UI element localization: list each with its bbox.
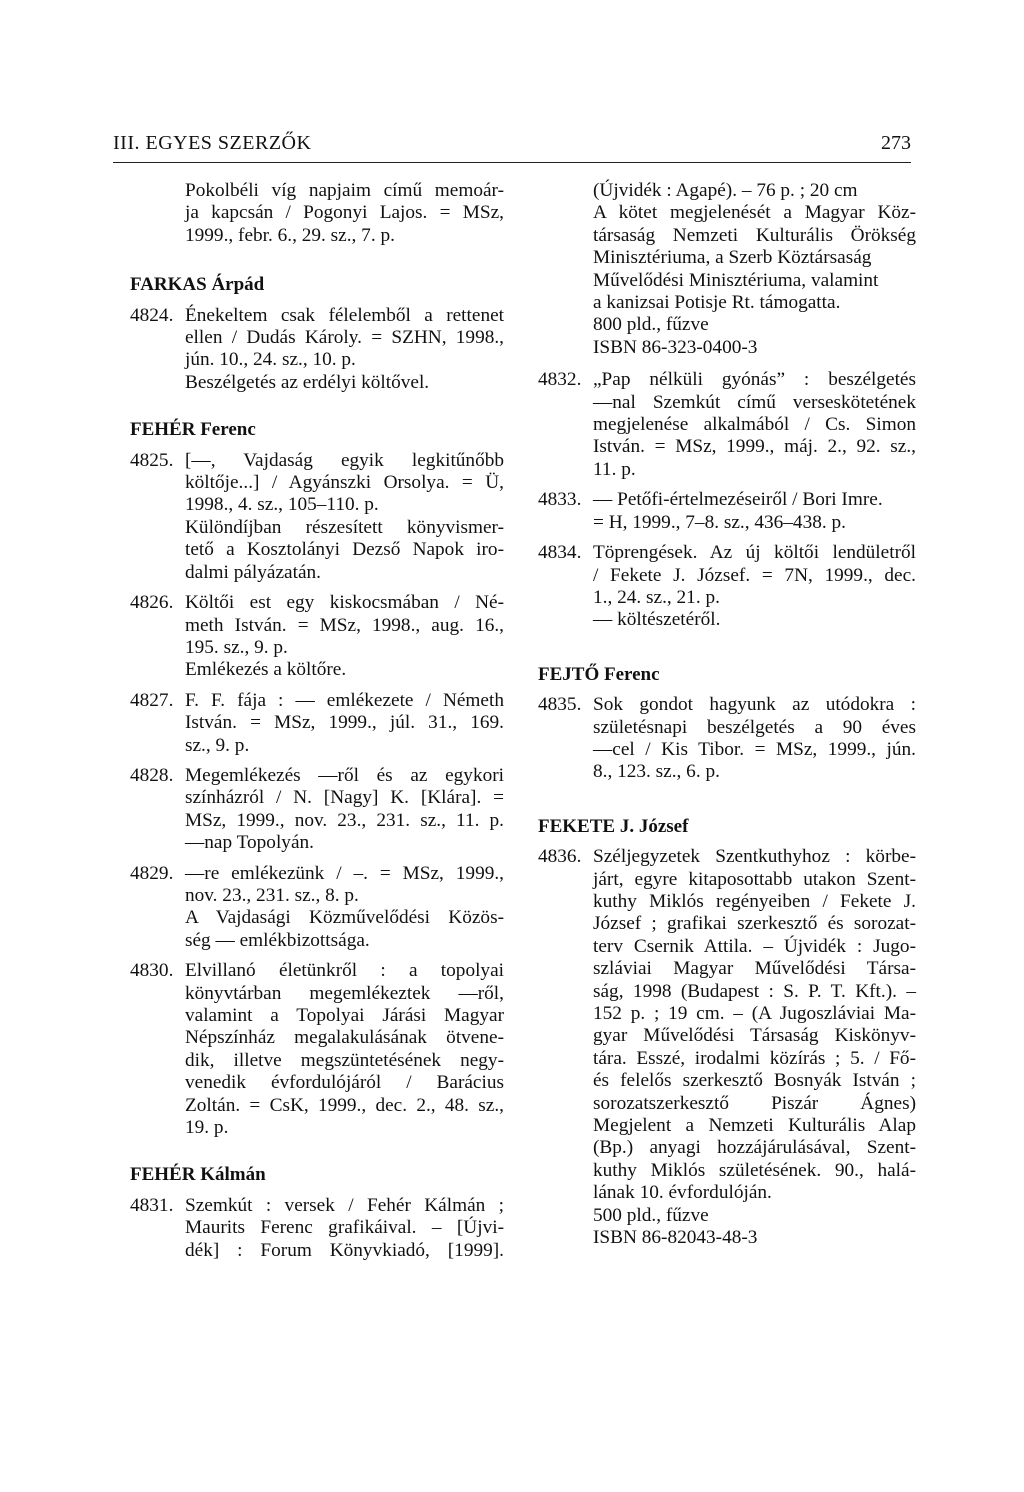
text-line: tető a Kosztolányi Dezső Napok iro- bbox=[185, 539, 504, 561]
entry-4831 bbox=[130, 1195, 504, 1262]
entry-4827 bbox=[130, 690, 504, 757]
entry-number: 4824. bbox=[130, 304, 174, 326]
text-line: lának 10. évfordulóján. bbox=[593, 1182, 772, 1204]
continued-entry-text bbox=[130, 180, 504, 247]
text-line: ság, 1998 (Budapest : S. P. T. Kft.). – bbox=[593, 980, 916, 1002]
author-heading: FEJTŐ Ferenc bbox=[538, 663, 660, 685]
text-line: születésnapi beszélgetés a 90 éves bbox=[593, 716, 916, 738]
author-heading: FEHÉR Ferenc bbox=[130, 419, 256, 441]
text-line: tára. Esszé, irodalmi közírás ; 5. / Fő- bbox=[593, 1047, 916, 1069]
entry-number: 4831. bbox=[130, 1194, 174, 1216]
text-line: terv Csernik Attila. – Újvidék : Jugo- bbox=[593, 935, 916, 957]
text-line: Szemkút : versek / Fehér Kálmán ; bbox=[185, 1194, 504, 1216]
text-line: Elvillanó életünkről : a topolyai bbox=[185, 960, 504, 982]
entry-number: 4826. bbox=[130, 592, 174, 614]
entry-text bbox=[185, 690, 504, 757]
text-line: —re emlékezünk / –. = MSz, 1999., bbox=[185, 862, 504, 884]
text-line: szláviai Magyar Művelődési Társa- bbox=[593, 958, 916, 980]
entry-number: 4830. bbox=[130, 960, 174, 982]
text-line: 11. p. bbox=[593, 458, 636, 480]
text-line: Töprengések. Az új költői lendületről bbox=[593, 542, 916, 564]
entry-4835 bbox=[538, 694, 916, 784]
entry-4828 bbox=[130, 765, 504, 855]
text-line: ség — emlékbizottsága. bbox=[185, 929, 370, 951]
entry-4830 bbox=[130, 960, 504, 1139]
text-line: 152 p. ; 19 cm. – (A Jugoszláviai Ma- bbox=[593, 1003, 916, 1024]
text-line: meth István. = MSz, 1998., aug. 16., bbox=[185, 614, 504, 636]
entry-text bbox=[185, 765, 504, 855]
running-title: III. EGYES SZERZŐK bbox=[113, 132, 312, 154]
entry-text bbox=[185, 592, 504, 682]
text-line: [—, Vajdaság egyik legkitűnőbb bbox=[185, 449, 504, 471]
text-line: Megemlékezés —ről és az egykori bbox=[185, 764, 504, 786]
right-column bbox=[538, 180, 916, 1249]
entry-number: 4828. bbox=[130, 764, 174, 786]
author-heading: FARKAS Árpád bbox=[130, 274, 265, 296]
page-header bbox=[113, 128, 911, 163]
text-line: Beszélgetés az erdélyi költővel. bbox=[185, 371, 430, 393]
entry-text bbox=[185, 450, 504, 584]
entry-number: 4827. bbox=[130, 689, 174, 711]
entry-text bbox=[185, 960, 504, 1139]
text-line: jún. 10., 24. sz., 10. p. bbox=[185, 349, 356, 371]
entry-4826 bbox=[130, 592, 504, 682]
text-line: sz., 9. p. bbox=[185, 734, 250, 756]
text-line: dék] : Forum Könyvkiadó, [1999]. bbox=[185, 1239, 504, 1261]
text-line: kuthy Miklós regényeiben / Fekete J. bbox=[593, 890, 916, 912]
text-line: megjelenése alkalmából / Cs. Simon bbox=[593, 414, 916, 436]
text-line: MSz, 1999., nov. 23., 231. sz., 11. p. bbox=[185, 809, 504, 831]
entry-4832 bbox=[538, 369, 916, 481]
text-line: dalmi pályázatán. bbox=[185, 561, 321, 583]
text-line: —cel / Kis Tibor. = MSz, 1999., jún. bbox=[593, 738, 916, 760]
text-line: A Vajdasági Közművelődési Közös- bbox=[185, 907, 504, 929]
text-line: István. = MSz, 1999., júl. 31., 169. bbox=[185, 712, 504, 734]
entry-number: 4835. bbox=[538, 694, 582, 716]
entry-text bbox=[593, 489, 916, 534]
entry-4829 bbox=[130, 863, 504, 953]
text-line: Minisztériuma, a Szerb Köztársaság bbox=[593, 247, 872, 269]
entry-4836 bbox=[538, 846, 916, 1249]
text-line: Maurits Ferenc grafikáival. – [Újvi- bbox=[185, 1217, 504, 1239]
text-line: —nap Topolyán. bbox=[185, 832, 314, 854]
text-line: Emlékezés a költőre. bbox=[185, 659, 347, 681]
text-line: venedik évfordulójáról / Barácius bbox=[185, 1072, 504, 1094]
entry-text bbox=[185, 305, 504, 395]
entry-4833 bbox=[538, 489, 916, 534]
text-line: Sok gondot hagyunk az utódokra : bbox=[593, 694, 916, 716]
text-line: István. = MSz, 1999., máj. 2., 92. sz., bbox=[593, 436, 916, 458]
text-line: nov. 23., 231. sz., 8. p. bbox=[185, 884, 359, 906]
text-line: gyar Művelődési Társaság Kiskönyv- bbox=[593, 1025, 916, 1047]
text-line: „Pap nélküli gyónás” : beszélgetés bbox=[593, 369, 916, 391]
text-line: = H, 1999., 7–8. sz., 436–438. p. bbox=[593, 511, 846, 533]
text-line: Pokolbéli víg napjaim című memoár- bbox=[185, 180, 504, 201]
text-line: sorozatszerkesztő Piszár Ágnes) bbox=[593, 1092, 916, 1114]
entry-text bbox=[593, 846, 916, 1249]
text-line: Megjelent a Nemzeti Kulturális Alap bbox=[593, 1115, 916, 1137]
text-line: —nal Szemkút című verseskötetének bbox=[593, 391, 916, 413]
entry-text bbox=[185, 1195, 504, 1262]
text-line: 19. p. bbox=[185, 1117, 229, 1139]
text-line: A kötet megjelenését a Magyar Köz- bbox=[593, 202, 916, 224]
entry-number: 4833. bbox=[538, 489, 582, 511]
text-line: 8., 123. sz., 6. p. bbox=[593, 761, 720, 783]
text-line: József ; grafikai szerkesztő és sorozat- bbox=[593, 913, 916, 935]
text-line: / Fekete J. József. = 7N, 1999., dec. bbox=[593, 564, 916, 586]
text-line: 195. sz., 9. p. bbox=[185, 636, 288, 658]
text-line: Népszínház megalakulásának ötvene- bbox=[185, 1027, 504, 1049]
text-line: társaság Nemzeti Kulturális Örökség bbox=[593, 224, 916, 246]
entry-number: 4834. bbox=[538, 542, 582, 564]
entry-4824 bbox=[130, 305, 504, 395]
text-line: költője...] / Agyánszki Orsolya. = Ü, bbox=[185, 472, 504, 494]
text-line: könyvtárban megemlékeztek —ről, bbox=[185, 982, 504, 1004]
entry-text bbox=[593, 694, 916, 784]
text-line: Széljegyzetek Szentkuthyhoz : körbe- bbox=[593, 846, 916, 868]
entry-4825 bbox=[130, 450, 504, 584]
text-line: Különdíjban részesített könyvismer- bbox=[185, 516, 504, 538]
text-line: kuthy Miklós születésének. 90., halá- bbox=[593, 1159, 916, 1181]
text-line: ellen / Dudás Károly. = SZHN, 1998., bbox=[185, 327, 504, 349]
text-line: ja kapcsán / Pogonyi Lajos. = MSz, bbox=[185, 202, 504, 224]
text-line: F. F. fája : — emlékezete / Németh bbox=[185, 689, 504, 711]
page-number: 273 bbox=[881, 132, 911, 154]
text-line: 1998., 4. sz., 105–110. p. bbox=[185, 494, 379, 516]
text-line: — Petőfi-értelmezéseiről / Bori Imre. bbox=[593, 489, 883, 511]
text-line: 1999., febr. 6., 29. sz., 7. p. bbox=[185, 224, 395, 246]
text-line: — költészetéről. bbox=[593, 609, 721, 631]
entry-text bbox=[593, 542, 916, 632]
text-line: 500 pld., fűzve bbox=[593, 1204, 709, 1226]
text-line: valamint a Topolyai Járási Magyar bbox=[185, 1005, 504, 1026]
text-line: a kanizsai Potisje Rt. támogatta. bbox=[593, 292, 841, 314]
author-heading: FEKETE J. József bbox=[538, 815, 689, 837]
text-line: és felelős szerkesztő Bosnyák István ; bbox=[593, 1070, 916, 1092]
text-line: Zoltán. = CsK, 1999., dec. 2., 48. sz., bbox=[185, 1094, 504, 1116]
left-column bbox=[130, 180, 504, 1262]
text-line: ISBN 86-323-0400-3 bbox=[593, 336, 758, 358]
entry-number: 4832. bbox=[538, 369, 582, 391]
text-line: ISBN 86-82043-48-3 bbox=[593, 1227, 758, 1249]
text-line: 800 pld., fűzve bbox=[593, 314, 709, 336]
text-line: 1., 24. sz., 21. p. bbox=[593, 586, 720, 608]
entry-number: 4829. bbox=[130, 862, 174, 884]
entry-4834 bbox=[538, 542, 916, 632]
entry-text bbox=[185, 863, 504, 953]
text-line: Énekeltem csak félelemből a rettenet bbox=[185, 304, 504, 326]
text-line: (Újvidék : Agapé). – 76 p. ; 20 cm bbox=[593, 180, 858, 201]
text-line: Költői est egy kiskocsmában / Né- bbox=[185, 592, 504, 614]
text-line: dik, illetve megszüntetésének negy- bbox=[185, 1049, 504, 1071]
author-heading: FEHÉR Kálmán bbox=[130, 1164, 266, 1186]
continued-entry-text bbox=[538, 180, 916, 359]
text-line: színházról / N. [Nagy] K. [Klára]. = bbox=[185, 787, 504, 809]
entry-text bbox=[593, 369, 916, 481]
text-line: Művelődési Minisztériuma, valamint bbox=[593, 269, 879, 291]
text-line: (Bp.) anyagi hozzájárulásával, Szent- bbox=[593, 1137, 916, 1159]
entry-number: 4825. bbox=[130, 449, 174, 471]
text-line: járt, egyre kitaposottabb utakon Szent- bbox=[593, 868, 916, 890]
entry-number: 4836. bbox=[538, 846, 582, 868]
